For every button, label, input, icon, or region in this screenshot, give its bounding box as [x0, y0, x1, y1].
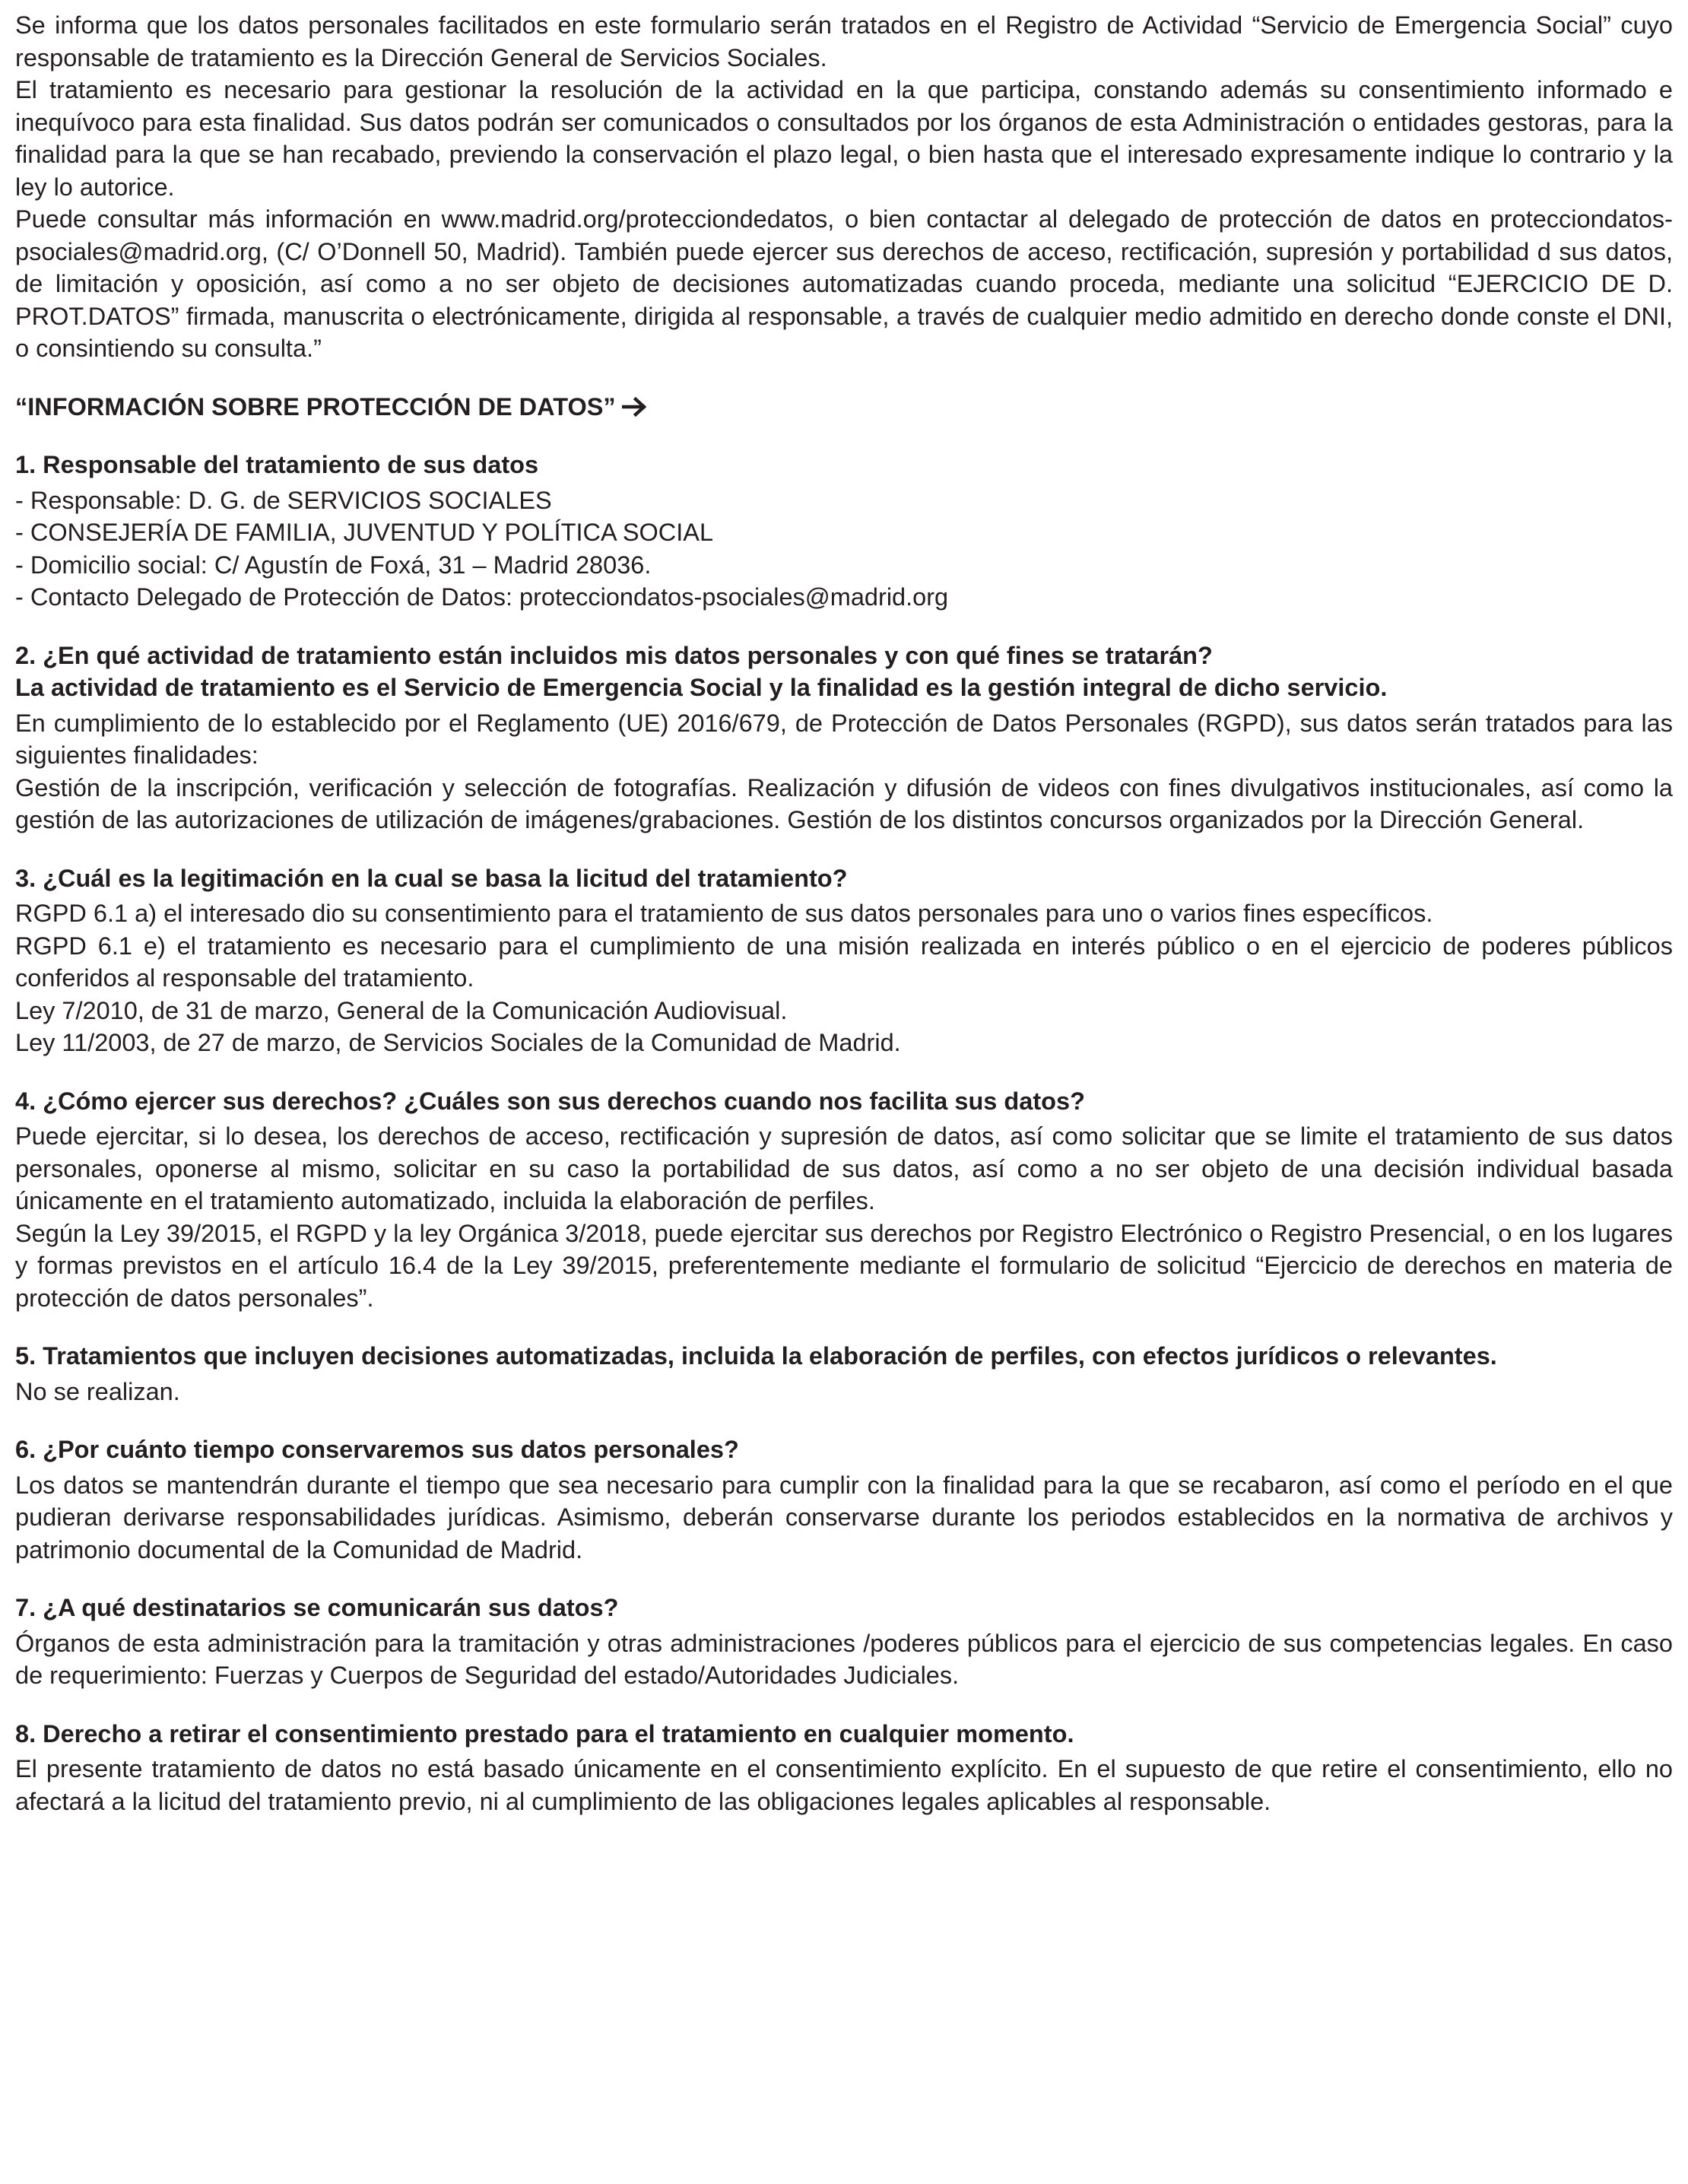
section-8-paragraph-1: El presente tratamiento de datos no está basado únicamente en el consentimiento explícito. En el supuesto de que retire el consentimiento, ello no afectará a la licitud del tratamiento previo, ni al cumplimiento de las obligaciones legales aplicables al responsable. — [15, 1755, 1673, 1815]
section-1-heading: 1. Responsable del tratamiento de sus datos — [15, 451, 539, 478]
section-1-item: - Domicilio social: C/ Agustín de Foxá, 31 – Madrid 28036. — [15, 551, 652, 579]
section-2-subheading: La actividad de tratamiento es el Servicio de Emergencia Social y la finalidad es la gestión integral de dicho servicio. — [15, 674, 1388, 701]
section-3-paragraph-2: RGPD 6.1 e) el tratamiento es necesario para el cumplimiento de una misión realizada en interés público o en el ejercicio de poderes públicos conferidos al responsable del tratamiento. — [15, 932, 1673, 992]
intro-paragraph-2: El tratamiento es necesario para gestionar la resolución de la actividad en la que participa, constando además su consentimiento informado e inequívoco para esta finalidad. Sus datos podrán ser comunicados o consultados por los órganos de esta Administración o entidades gestoras, para la finalidad para la que se han recabado, previendo la conservación el plazo legal, o bien hasta que el interesado expresamente indique lo contrario y la ley lo autorice. — [15, 76, 1673, 201]
section-4-paragraph-1: Puede ejercitar, si lo desea, los derechos de acceso, rectificación y supresión de datos, así como solicitar que se limite el tratamiento de sus datos personales, oponerse al mismo, solicitar en su caso la portabilidad de sus datos, así como a no ser objeto de una decisión individual basada únicamente en el tratamiento automatizado, incluida la elaboración de perfiles. — [15, 1122, 1673, 1214]
section-3-paragraph-4: Ley 11/2003, de 27 de marzo, de Servicios Sociales de la Comunidad de Madrid. — [15, 1029, 901, 1056]
section-3-paragraph-3: Ley 7/2010, de 31 de marzo, General de la Comunicación Audiovisual. — [15, 996, 788, 1024]
section-1-item: - Contacto Delegado de Protección de Datos: protecciondatos-psociales@madrid.org — [15, 583, 949, 611]
section-8-heading: 8. Derecho a retirar el consentimiento prestado para el tratamiento en cualquier momento. — [15, 1719, 1074, 1748]
section-5-paragraph-1: No se realizan. — [15, 1377, 180, 1405]
section-1-item: - CONSEJERÍA DE FAMILIA, JUVENTUD Y POLÍTICA SOCIAL — [15, 519, 714, 546]
section-3-heading: 3. ¿Cuál es la legitimación en la cual se basa la licitud del tratamiento? — [15, 864, 848, 892]
section-3-paragraph-1: RGPD 6.1 a) el interesado dio su consentimiento para el tratamiento de sus datos personales para uno o varios fines específicos. — [15, 900, 1433, 927]
section-1-item: - Responsable: D. G. de SERVICIOS SOCIALES — [15, 486, 552, 514]
intro-paragraph-3: Puede consultar más información en www.madrid.org/protecciondedatos, o bien contactar al delegado de protección de datos en protecciondatos-psociales@madrid.org, (C/ O’Donnell 50, Madrid). También puede ejercer sus derechos de acceso, rectificación, supresión y portabilidad d sus datos, de limitación y oposición, así como a no ser objeto de decisiones automatizadas cuando proceda, mediante una solicitud “EJERCICIO DE D. PROT.DATOS” firmada, manuscrita o electrónicamente, dirigida al responsable, a través de cualquier medio admitido en derecho donde conste el DNI, o consintiendo su consulta.” — [15, 205, 1673, 362]
arrow-right-icon — [622, 397, 648, 417]
main-heading-text: “INFORMACIÓN SOBRE PROTECCIÓN DE DATOS” — [15, 392, 616, 421]
section-2-paragraph-2: Gestión de la inscripción, verificación y selección de fotografías. Realización y difusión de videos con fines divulgativos institucionales, así como la gestión de las autorizaciones de utilización de imágenes/grabaciones. Gestión de los distintos concursos organizados por la Dirección General. — [15, 773, 1673, 833]
main-heading — [15, 391, 1673, 424]
section-2-heading: 2. ¿En qué actividad de tratamiento están incluidos mis datos personales y con qué fines se tratarán? — [15, 641, 1213, 669]
section-5-heading: 5. Tratamientos que incluyen decisiones automatizadas, incluida la elaboración de perfiles, con efectos jurídicos o relevantes. — [15, 1342, 1497, 1370]
intro-paragraph-1: Se informa que los datos personales facilitados en este formulario serán tratados en el Registro de Actividad “Servicio de Emergencia Social” cuyo responsable de tratamiento es la Dirección General de Servicios Sociales. — [15, 11, 1673, 71]
section-4-paragraph-2: Según la Ley 39/2015, el RGPD y la ley Orgánica 3/2018, puede ejercitar sus derechos por Registro Electrónico o Registro Presencial, o en los lugares y formas previstos en el artículo 16.4 de la Ley 39/2015, preferentemente mediante el formulario de solicitud “Ejercicio de derechos en materia de protección de datos personales”. — [15, 1219, 1673, 1312]
section-6-heading: 6. ¿Por cuánto tiempo conservaremos sus datos personales? — [15, 1436, 739, 1463]
section-2-paragraph-1: En cumplimiento de lo establecido por el Reglamento (UE) 2016/679, de Protección de Datos Personales (RGPD), sus datos serán tratados para las siguientes finalidades: — [15, 709, 1673, 769]
section-4-heading: 4. ¿Cómo ejercer sus derechos? ¿Cuáles son sus derechos cuando nos facilita sus datos? — [15, 1087, 1085, 1115]
section-6-paragraph-1: Los datos se mantendrán durante el tiempo que sea necesario para cumplir con la finalidad para la que se recabaron, así como el período en el que pudieran derivarse responsabilidades jurídicas. Asimismo, deberán conservarse durante los periodos establecidos en la normativa de archivos y patrimonio documental de la Comunidad de Madrid. — [15, 1471, 1673, 1563]
section-7-paragraph-1: Órganos de esta administración para la tramitación y otras administraciones /poderes públicos para el ejercicio de sus competencias legales. En caso de requerimiento: Fuerzas y Cuerpos de Seguridad del estado/Autoridades Judiciales. — [15, 1629, 1673, 1689]
section-7-heading: 7. ¿A qué destinatarios se comunicarán sus datos? — [15, 1594, 619, 1621]
